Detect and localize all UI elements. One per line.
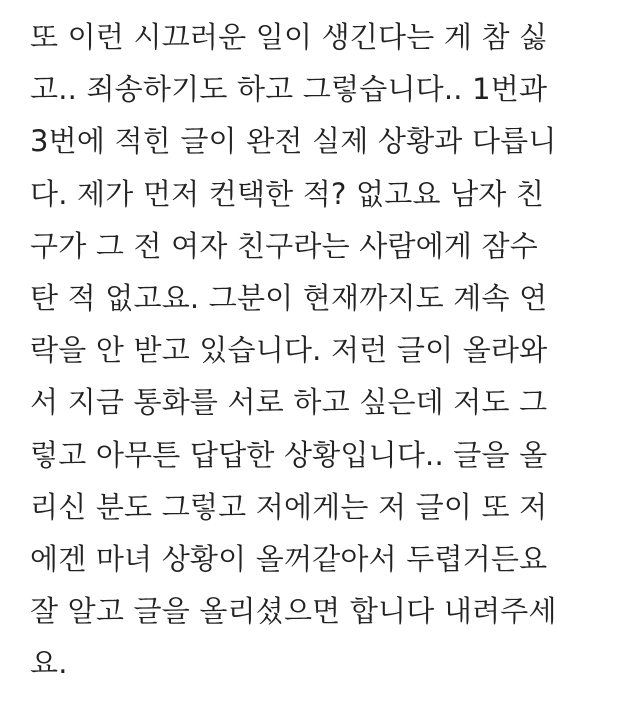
text-line: 또 이런 시끄러운 일이 생긴다는 게 참 싫 (30, 20, 548, 54)
text-line: 리신 분도 그렇고 저에게는 저 글이 또 저 (30, 489, 548, 524)
text-line: 렇고 아무튼 답답한 상황입니다.. 글을 올 (30, 437, 548, 472)
text-line: 서 지금 통화를 서로 하고 싶은데 저도 그 (30, 385, 548, 420)
text-line: 탄 적 없고요. 그분이 현재까지도 계속 연 (30, 280, 548, 315)
document-body (30, 11, 630, 689)
text-line: 고.. 죄송하기도 하고 그렇습니다.. 1번과 (30, 72, 548, 107)
text-line: 요. (30, 646, 68, 681)
text-line: 구가 그 전 여자 친구라는 사람에게 잠수 (30, 228, 538, 263)
text-line: 에겐 마녀 상황이 올꺼같아서 두렵거든요 (30, 541, 548, 576)
text-line: 3번에 적힌 글이 완전 실제 상황과 다릅니 (30, 124, 557, 159)
text-line: 락을 안 받고 있습니다. 저런 글이 올라와 (30, 333, 548, 368)
text-line: 잘 알고 글을 올리셨으면 합니다 내려주세 (30, 594, 557, 629)
text-line: 다. 제가 먼저 컨택한 적? 없고요 남자 친 (30, 176, 545, 211)
